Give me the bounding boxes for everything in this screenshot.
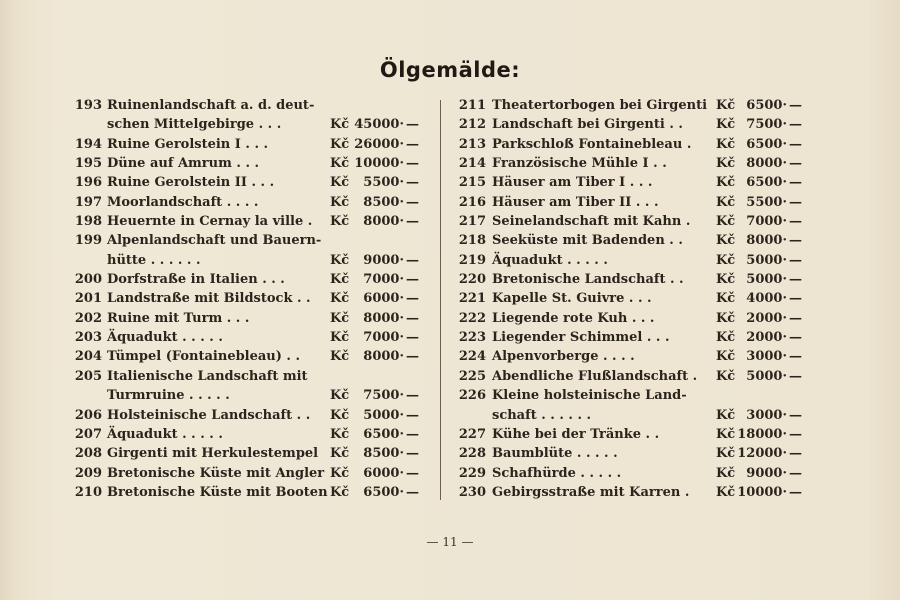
currency-label: Kč [330,214,350,230]
currency-label: Kč [330,484,350,500]
currency-label: Kč [330,446,350,462]
entry-number: 216 [458,194,486,210]
entry-title: Dorfstraße in Italien . . . [107,272,285,288]
entry-number: 213 [458,136,486,152]
entry-price: 5500· [746,194,787,210]
entry-number: 193 [74,98,102,113]
entry-number: 204 [74,349,102,365]
entry-number: 196 [74,175,102,191]
price-dash: — [406,252,419,268]
entry-title: Bretonische Küste mit Angler [107,465,325,481]
entry-price: 26000· [354,136,404,152]
entry-price: 6500· [363,484,404,500]
currency-label: Kč [716,136,736,152]
entry-title: Äquadukt . . . . . [492,252,608,268]
entry-number: 220 [458,272,486,288]
currency-label: Kč [716,156,736,172]
currency-label: Kč [330,291,350,307]
currency-label: Kč [716,330,736,346]
entry-title: Kapelle St. Guivre . . . [492,291,652,307]
price-dash: — [789,426,802,442]
entry-price: 5000· [746,368,787,384]
entry-title: Landstraße mit Bildstock . . [107,291,311,307]
entry-number: 202 [74,310,102,326]
catalog-entry-line [456,173,816,192]
entry-price: 5000· [746,272,787,288]
entry-title: Landschaft bei Girgenti . . [492,117,683,133]
entry-number: 230 [458,484,486,500]
catalog-entry-line [456,464,816,483]
entry-number: 197 [74,194,102,210]
catalog-entry-line [456,251,816,270]
price-dash: — [406,156,419,172]
entry-price: 10000· [354,156,404,172]
entry-number: 198 [74,214,102,230]
entry-title: hütte . . . . . . [107,252,201,268]
entry-title: Kühe bei der Tränke . . [492,426,660,442]
entry-title: Ruine mit Turm . . . [107,310,250,326]
entry-number: 223 [458,330,486,346]
price-dash: — [789,446,802,462]
entry-price: 7000· [746,214,787,230]
currency-label: Kč [330,388,350,404]
price-dash: — [789,272,802,288]
price-dash: — [406,330,419,346]
price-dash: — [789,330,802,346]
entry-title: Seeküste mit Badenden . . [492,233,683,249]
entry-number: 200 [74,272,102,288]
currency-label: Kč [330,465,350,481]
entry-price: 18000· [737,426,787,442]
price-dash: — [406,175,419,191]
entry-title: Tümpel (Fontainebleau) . . [107,349,301,365]
entry-price: 9000· [363,252,404,268]
catalog-entry-line [72,328,430,347]
currency-label: Kč [330,349,350,365]
entry-price: 8000· [746,156,787,172]
entry-title: Düne auf Amrum . . . [107,156,260,172]
entry-title: Moorlandschaft . . . . [107,194,259,210]
catalog-entry-line [72,154,430,173]
entry-title: Schafhürde . . . . . [492,465,622,481]
price-dash: — [789,368,802,384]
entry-number: 219 [458,252,486,268]
entry-price: 9000· [746,465,787,481]
catalog-entry-line [72,270,430,289]
price-dash: — [406,136,419,152]
entry-price: 8000· [363,310,404,326]
price-dash: — [789,175,802,191]
catalog-entry-line [72,483,430,502]
entry-title: Theatertorbogen bei Girgenti [492,98,708,113]
entry-number: 201 [74,291,102,307]
page-title: Ölgemälde: [379,58,521,82]
entry-number: 199 [74,233,102,249]
price-dash: — [406,291,419,307]
entry-title: Liegender Schimmel . . . [492,330,670,346]
entry-title: Turmruine . . . . . [107,388,230,404]
entry-number: 212 [458,117,486,133]
entry-number: 227 [458,426,486,442]
catalog-entry-line [456,309,816,328]
entry-number: 207 [74,426,102,442]
entry-price: 2000· [746,330,787,346]
entry-title: Girgenti mit Herkulestempel [107,446,319,462]
catalog-entry-line [72,464,430,483]
catalog-entry-line [72,347,430,366]
entry-title: Heuernte in Cernay la ville . [107,214,313,230]
entry-title: Häuser am Tiber I . . . [492,175,653,191]
entry-title: Kleine holsteinische Land- [492,388,687,404]
entry-number: 215 [458,175,486,191]
entry-title: Italienische Landschaft mit [107,368,308,384]
catalog-entry-line [72,173,430,192]
entry-number: 203 [74,330,102,346]
currency-label: Kč [330,194,350,210]
currency-label: Kč [716,272,736,288]
price-dash: — [789,136,802,152]
entry-price: 6500· [746,136,787,152]
left-column [72,96,430,502]
entry-number: 218 [458,233,486,249]
price-dash: — [406,446,419,462]
price-dash: — [789,252,802,268]
entry-title: Bretonische Küste mit Booten [107,484,328,500]
catalog-entry-line [456,231,816,250]
currency-label: Kč [716,175,736,191]
catalog-entry-line [456,270,816,289]
entry-title: Alpenlandschaft und Bauern- [107,233,322,249]
entry-price: 12000· [737,446,787,462]
entry-title: Holsteinische Landschaft . . [107,407,311,423]
entry-number: 214 [458,156,486,172]
catalog-entry-line [456,425,816,444]
entry-number: 217 [458,214,486,230]
catalog-entry-line [72,135,430,154]
catalog-entry-line [72,231,430,250]
entry-price: 6000· [363,465,404,481]
entry-title: Gebirgsstraße mit Karren . [492,484,690,500]
entry-price: 6500· [363,426,404,442]
currency-label: Kč [330,407,350,423]
entry-price: 6500· [746,175,787,191]
entry-title: Seinelandschaft mit Kahn . [492,214,691,230]
entry-price: 3000· [746,349,787,365]
catalog-entry-line [72,386,430,405]
price-dash: — [789,98,802,113]
catalog-entry-line [72,367,430,386]
currency-label: Kč [716,194,736,210]
price-dash: — [789,233,802,249]
price-dash: — [789,349,802,365]
catalog-entry-line [456,154,816,173]
entry-price: 6000· [363,291,404,307]
price-dash: — [789,465,802,481]
currency-label: Kč [330,117,350,133]
catalog-entry-line [72,96,430,115]
price-dash: — [406,426,419,442]
catalog-entry-line [72,193,430,212]
currency-label: Kč [716,368,736,384]
currency-label: Kč [716,407,736,423]
catalog-entry-line [72,309,430,328]
entry-title: Baumblüte . . . . . [492,446,618,462]
catalog-entry-line [72,444,430,463]
price-dash: — [406,310,419,326]
currency-label: Kč [330,272,350,288]
currency-label: Kč [330,330,350,346]
entry-price: 45000· [354,117,404,133]
catalog-entry-line [456,406,816,425]
entry-title: Äquadukt . . . . . [107,426,223,442]
currency-label: Kč [716,446,736,462]
price-dash: — [406,349,419,365]
catalog-entry-line [456,193,816,212]
entry-price: 8000· [363,349,404,365]
entry-number: 221 [458,291,486,307]
entry-price: 6500· [746,98,787,113]
price-dash: — [406,272,419,288]
catalog-entry-line [72,406,430,425]
entry-price: 5500· [363,175,404,191]
entry-title: Äquadukt . . . . . [107,330,223,346]
entry-title: schen Mittelgebirge . . . [107,117,282,133]
entry-price: 7000· [363,272,404,288]
entry-title: Häuser am Tiber II . . . [492,194,659,210]
entry-title: Ruine Gerolstein II . . . [107,175,275,191]
catalog-entry-line [456,212,816,231]
entry-title: Ruinenlandschaft a. d. deut- [107,98,315,113]
currency-label: Kč [716,426,736,442]
entry-title: Liegende rote Kuh . . . [492,310,655,326]
currency-label: Kč [716,117,736,133]
entry-number: 194 [74,136,102,152]
entry-title: Abendliche Flußlandschaft . [492,368,698,384]
currency-label: Kč [716,484,736,500]
currency-label: Kč [330,136,350,152]
price-dash: — [789,156,802,172]
page-number: — 11 — [426,535,474,549]
entry-price: 3000· [746,407,787,423]
currency-label: Kč [716,252,736,268]
catalog-entry-line [456,96,816,115]
entry-title: Französische Mühle I . . [492,156,667,172]
catalog-entry-line [456,115,816,134]
entry-price: 2000· [746,310,787,326]
catalog-entry-line [456,289,816,308]
currency-label: Kč [330,175,350,191]
entry-price: 7500· [363,388,404,404]
entry-price: 8500· [363,446,404,462]
currency-label: Kč [716,310,736,326]
price-dash: — [406,465,419,481]
entry-price: 7000· [363,330,404,346]
currency-label: Kč [716,291,736,307]
entry-number: 211 [458,98,486,113]
entry-number: 229 [458,465,486,481]
entry-number: 226 [458,388,486,404]
price-dash: — [789,291,802,307]
entry-number: 209 [74,465,102,481]
entry-number: 228 [458,446,486,462]
entry-number: 205 [74,368,102,384]
catalog-entry-line [72,289,430,308]
entry-price: 8500· [363,194,404,210]
currency-label: Kč [330,310,350,326]
price-dash: — [406,117,419,133]
entry-price: 8000· [363,214,404,230]
price-dash: — [789,310,802,326]
price-dash: — [789,194,802,210]
price-dash: — [406,484,419,500]
currency-label: Kč [330,426,350,442]
catalog-entry-line [456,328,816,347]
catalog-entry-line [72,212,430,231]
entry-price: 10000· [737,484,787,500]
currency-label: Kč [716,214,736,230]
entry-number: 210 [74,484,102,500]
entry-price: 8000· [746,233,787,249]
catalog-entry-line [456,135,816,154]
catalog-entry-line [456,386,816,405]
currency-label: Kč [330,156,350,172]
price-dash: — [789,117,802,133]
right-column [456,96,816,502]
entry-title: Alpenvorberge . . . . [492,349,635,365]
entry-number: 225 [458,368,486,384]
column-divider [440,100,441,500]
price-dash: — [406,194,419,210]
catalog-entry-line [456,483,816,502]
currency-label: Kč [716,98,736,113]
entry-number: 195 [74,156,102,172]
catalog-entry-line [456,347,816,366]
entry-price: 5000· [363,407,404,423]
entry-title: Parkschloß Fontainebleau . [492,136,692,152]
entry-number: 224 [458,349,486,365]
catalog-entry-line [72,251,430,270]
price-dash: — [789,484,802,500]
entry-title: schaft . . . . . . [492,407,592,423]
price-dash: — [789,214,802,230]
currency-label: Kč [716,233,736,249]
price-dash: — [406,388,419,404]
entry-price: 7500· [746,117,787,133]
catalog-entry-line [456,367,816,386]
entry-number: 206 [74,407,102,423]
currency-label: Kč [330,252,350,268]
currency-label: Kč [716,349,736,365]
entry-price: 4000· [746,291,787,307]
entry-number: 222 [458,310,486,326]
catalog-entry-line [72,425,430,444]
currency-label: Kč [716,465,736,481]
price-dash: — [406,214,419,230]
catalog-entry-line [456,444,816,463]
entry-number: 208 [74,446,102,462]
entry-price: 5000· [746,252,787,268]
entry-title: Ruine Gerolstein I . . . [107,136,269,152]
catalog-entry-line [72,115,430,134]
price-dash: — [789,407,802,423]
price-dash: — [406,407,419,423]
entry-title: Bretonische Landschaft . . [492,272,684,288]
